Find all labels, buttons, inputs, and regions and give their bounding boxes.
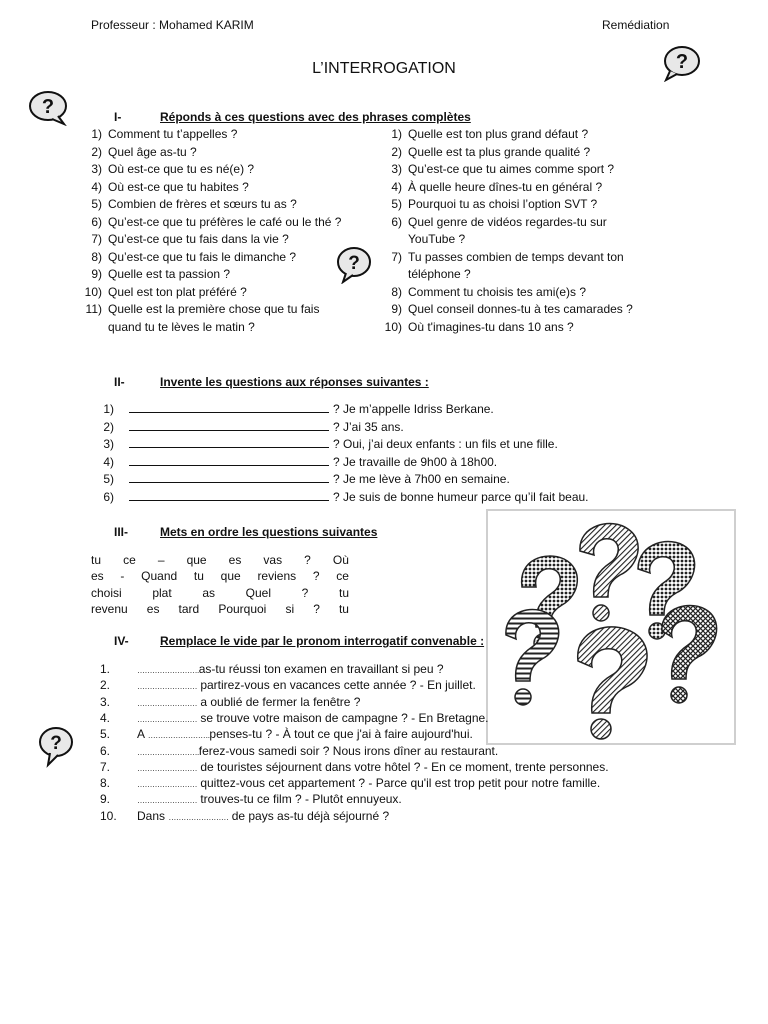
scrambled-word: choisi xyxy=(91,585,122,600)
scrambled-word: plat xyxy=(152,585,172,600)
scrambled-word: es xyxy=(146,601,160,616)
question-text: Où est-ce que tu es né(e) ? xyxy=(108,162,255,176)
svg-text:?: ? xyxy=(675,51,689,73)
answer-item xyxy=(94,454,497,472)
question-number: 3) xyxy=(91,162,102,176)
blank-dots: …………………… xyxy=(137,796,197,806)
question-blank-line xyxy=(129,489,329,501)
item-text: de pays as-tu déjà séjourné ? xyxy=(228,808,390,823)
question-item xyxy=(76,231,289,249)
scrambled-word: Quel xyxy=(245,585,272,600)
question-item xyxy=(76,266,230,284)
section1-number: I- xyxy=(114,110,122,124)
question-number: 1) xyxy=(391,127,402,141)
question-text: téléphone ? xyxy=(408,267,471,281)
scrambled-word: Quand xyxy=(141,569,178,584)
answer-number: 1) xyxy=(103,402,114,416)
question-item xyxy=(376,249,624,267)
question-blank-line xyxy=(129,436,329,448)
section1-title: Réponds à ces questions avec des phrases complètes xyxy=(160,110,471,124)
question-item xyxy=(376,161,614,179)
scrambled-word: ? xyxy=(304,553,311,567)
item-text: as-tu réussi ton examen en travaillant si peu ? xyxy=(198,662,444,676)
scrambled-word: reviens xyxy=(257,569,297,584)
item-prefix: A xyxy=(137,727,148,742)
item-text: de touristes séjournent dans votre hôtel ? - En ce moment, trente personnes. xyxy=(197,759,609,774)
question-text: Comment tu choisis tes ami(e)s ? xyxy=(408,284,587,299)
question-blank-line xyxy=(129,401,329,413)
question-bubble-icon xyxy=(334,244,374,284)
scrambled-line xyxy=(91,602,349,616)
section3-title: Mets en ordre les questions suivantes xyxy=(160,525,378,539)
question-text: Tu passes combien de temps devant ton xyxy=(408,249,624,264)
question-number: 7) xyxy=(91,232,102,246)
question-text: quand tu te lèves le matin ? xyxy=(108,319,255,334)
scrambled-word: – xyxy=(157,553,165,567)
answer-item xyxy=(94,419,404,437)
scrambled-word: vas xyxy=(263,553,283,567)
answer-item xyxy=(94,436,558,454)
teacher-name: Professeur : Mohamed KARIM xyxy=(91,18,254,32)
item-text: a oublié de fermer la fenêtre ? xyxy=(197,694,361,709)
blank-dots: ……………………. xyxy=(137,747,199,757)
question-text: Qu’est-ce que tu aimes comme sport ? xyxy=(408,162,615,176)
answer-number: 2) xyxy=(103,419,114,434)
scrambled-word: que xyxy=(186,553,207,567)
item-text: partirez-vous en vacances cette année ? - En juillet. xyxy=(197,678,476,693)
scrambled-line xyxy=(91,586,349,600)
scrambled-word: tu xyxy=(91,553,102,567)
item-number: 7. xyxy=(100,759,111,774)
page-title: L’INTERROGATION xyxy=(312,60,456,77)
answer-number: 4) xyxy=(103,454,114,469)
question-item xyxy=(376,284,586,302)
question-blank-line xyxy=(129,419,329,431)
question-text: Quel conseil donnes-tu à tes camarades ? xyxy=(408,302,633,316)
question-item xyxy=(76,249,296,267)
question-item xyxy=(76,179,249,197)
blank-dots: ……………………. xyxy=(137,666,199,675)
question-marks-icon xyxy=(488,511,734,743)
item-prefix: Dans xyxy=(137,808,169,823)
question-text: Quel âge as-tu ? xyxy=(108,144,197,159)
blank-dots: …………………… xyxy=(137,780,197,790)
item-number: 2. xyxy=(100,678,111,693)
scrambled-word: ? xyxy=(313,601,320,616)
question-text: Quelle est ta plus grande qualité ? xyxy=(408,144,591,159)
item-number: 1. xyxy=(100,662,111,676)
question-text: Pourquoi tu as choisi l’option SVT ? xyxy=(408,197,598,211)
question-blank-line xyxy=(129,454,329,466)
question-number: 4) xyxy=(391,179,402,194)
question-text: Quelle est ta passion ? xyxy=(108,267,231,281)
section2-title: Invente les questions aux réponses suivantes : xyxy=(160,375,429,389)
question-text: YouTube ? xyxy=(408,232,466,246)
item-text: ferez-vous samedi soir ? Nous irons dîner au restaurant. xyxy=(198,743,499,758)
question-number: 4) xyxy=(91,179,102,194)
scrambled-word: as xyxy=(202,585,216,600)
worksheet-type: Remédiation xyxy=(602,18,670,32)
question-bubble-icon xyxy=(660,44,702,82)
scrambled-word: - xyxy=(120,569,125,584)
question-number: 6) xyxy=(391,214,402,229)
answer-text: ? J’ai 35 ans. xyxy=(333,419,404,434)
item-number: 5. xyxy=(100,727,111,742)
scrambled-word: ce xyxy=(336,569,349,584)
svg-text:?: ? xyxy=(50,733,62,754)
scrambled-word: ? xyxy=(312,569,320,584)
scrambled-word: tu xyxy=(338,585,349,600)
blank-dots: …………………… xyxy=(137,714,197,724)
question-text: Qu’est-ce que tu fais dans la vie ? xyxy=(108,232,289,246)
scrambled-word: si xyxy=(285,601,295,616)
item-number: 4. xyxy=(100,710,111,725)
item-number: 3. xyxy=(100,694,111,709)
item-text: se trouve votre maison de campagne ? - En Bretagne. xyxy=(197,710,489,725)
svg-text:?: ? xyxy=(348,253,360,274)
blank-dots: …………………… xyxy=(137,763,197,773)
question-bubble-icon xyxy=(36,724,76,768)
item-text: quittez-vous cet appartement ? - Parce qu'il est trop petit pour notre famille. xyxy=(197,776,601,791)
scrambled-line xyxy=(91,569,349,583)
question-item xyxy=(376,266,471,284)
question-item xyxy=(76,319,255,337)
answer-item xyxy=(94,401,494,419)
question-number: 5) xyxy=(91,197,102,211)
question-item xyxy=(376,301,633,319)
svg-text:?: ? xyxy=(41,96,55,118)
question-text: Où t'imagines-tu dans 10 ans ? xyxy=(408,319,574,334)
answer-text: ? Je me lève à 7h00 en semaine. xyxy=(333,472,510,487)
answer-text: ? Je m’appelle Idriss Berkane. xyxy=(333,402,494,416)
question-item xyxy=(76,301,319,319)
question-text: Quelle est la première chose que tu fais xyxy=(108,302,320,316)
answer-text: ? Je suis de bonne humeur parce qu’il fait beau. xyxy=(333,490,589,504)
answer-item xyxy=(94,489,589,507)
item-text: trouves-tu ce film ? - Plutôt ennuyeux. xyxy=(197,792,402,807)
item-number: 10. xyxy=(100,808,117,823)
question-text: Qu’est-ce que tu préfères le café ou le thé ? xyxy=(108,214,342,229)
scrambled-word: ? xyxy=(301,585,309,600)
question-text: Quelle est ton plus grand défaut ? xyxy=(408,127,589,141)
blank-dots: …………………… xyxy=(137,682,197,692)
scrambled-word: Où xyxy=(332,553,349,567)
question-blank-line xyxy=(129,471,329,483)
question-text: Combien de frères et sœurs tu as ? xyxy=(108,197,297,211)
question-text: Quel genre de vidéos regardes-tu sur xyxy=(408,214,607,229)
question-item xyxy=(376,196,597,214)
item-number: 6. xyxy=(100,743,111,758)
question-number: 1) xyxy=(91,127,102,141)
question-number: 5) xyxy=(391,197,402,211)
question-item xyxy=(376,126,588,144)
question-item xyxy=(376,231,465,249)
question-number: 10) xyxy=(84,284,102,299)
question-item xyxy=(76,214,341,232)
question-item xyxy=(76,284,247,302)
section4-title: Remplace le vide par le pronom interrogatif convenable : xyxy=(160,634,485,648)
item-number: 8. xyxy=(100,776,111,791)
answer-text: ? Je travaille de 9h00 à 18h00. xyxy=(333,454,498,469)
scrambled-line xyxy=(91,553,349,567)
question-text: Quel est ton plat préféré ? xyxy=(108,284,247,299)
fill-blank-item xyxy=(100,808,389,826)
question-number: 3) xyxy=(391,162,402,176)
question-number: 8) xyxy=(391,284,402,299)
scrambled-word: Pourquoi xyxy=(218,601,267,616)
scrambled-word: revenu xyxy=(91,601,128,616)
question-number: 11) xyxy=(85,302,102,316)
question-item xyxy=(376,179,602,197)
section4-number: IV- xyxy=(114,634,129,648)
scrambled-word: ce xyxy=(123,553,136,567)
item-text: penses-tu ? - À tout ce que j'ai à faire aujourd'hui. xyxy=(209,727,473,742)
question-text: Qu’est-ce que tu fais le dimanche ? xyxy=(108,249,297,264)
section2-number: II- xyxy=(114,375,125,389)
question-bubble-icon xyxy=(26,88,70,126)
question-marks-collage xyxy=(486,509,736,745)
question-text: À quelle heure dînes-tu en général ? xyxy=(408,179,603,194)
section3-number: III- xyxy=(114,525,128,539)
question-number: 2) xyxy=(391,144,402,159)
question-item xyxy=(76,144,197,162)
scrambled-word: tu xyxy=(193,569,204,584)
scrambled-word: tu xyxy=(338,601,349,616)
question-text: Comment tu t’appelles ? xyxy=(108,127,238,141)
blank-dots: …………………… xyxy=(137,698,197,708)
scrambled-word: es xyxy=(91,569,104,584)
question-item xyxy=(376,144,590,162)
question-item xyxy=(76,161,254,179)
question-number: 7) xyxy=(391,249,402,264)
question-item xyxy=(376,214,607,232)
blank-dots: …………………… xyxy=(168,812,229,822)
scrambled-word: tard xyxy=(178,601,200,616)
question-item xyxy=(376,319,574,337)
answer-text: ? Oui, j’ai deux enfants : un fils et une fille. xyxy=(333,437,558,452)
question-item xyxy=(76,196,297,214)
question-number: 8) xyxy=(91,249,102,264)
answer-item xyxy=(94,471,510,489)
answer-number: 5) xyxy=(103,472,114,487)
scrambled-word: es xyxy=(228,553,242,567)
question-number: 9) xyxy=(391,302,402,316)
answer-number: 6) xyxy=(103,490,114,504)
blank-dots: ……………………. xyxy=(147,731,210,741)
question-item xyxy=(76,126,237,144)
question-number: 6) xyxy=(91,214,102,229)
question-text: Où est-ce que tu habites ? xyxy=(108,179,249,194)
item-number: 9. xyxy=(100,792,111,807)
question-number: 10) xyxy=(384,319,402,334)
answer-number: 3) xyxy=(103,437,114,452)
question-number: 2) xyxy=(91,144,102,159)
scrambled-word: que xyxy=(220,569,241,584)
question-number: 9) xyxy=(91,267,102,281)
